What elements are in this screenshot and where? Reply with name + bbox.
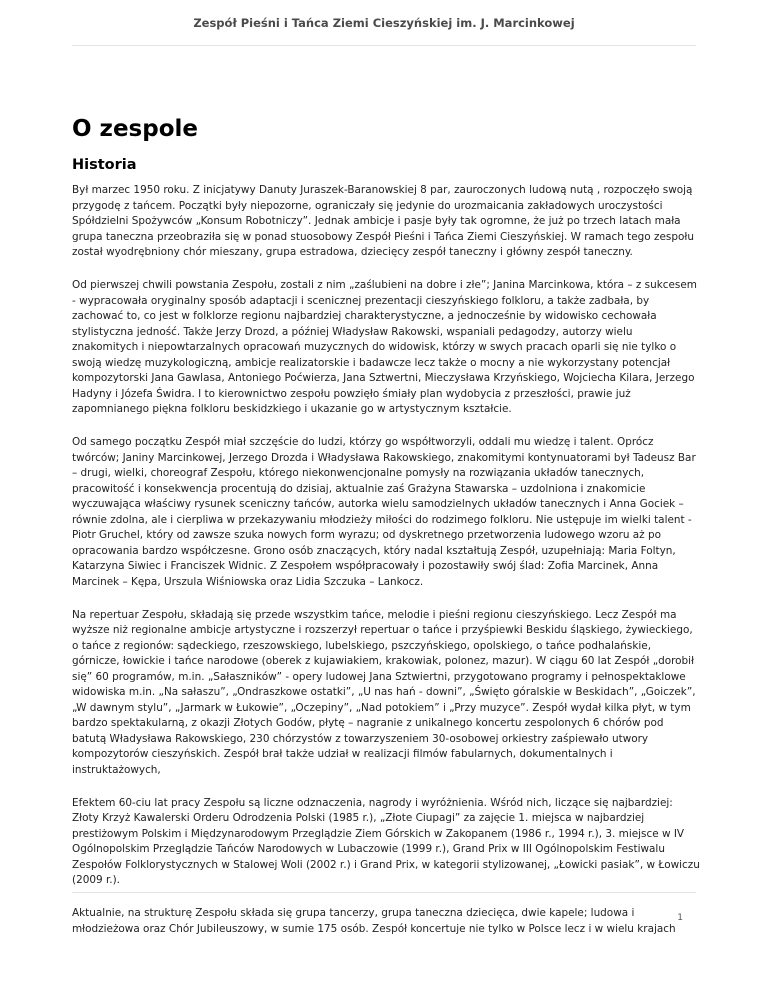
paragraph-2: Od pierwszej chwili powstania Zespołu, zostali z nim „zaślubieni na dobre i złe”; Janina Marcinkowa, która – z sukcesem - wypracowała oryginalny sposób adaptacji i scenicznej prezentacji cieszyńskiego folkloru, a także zadbała, by zachować to, co jest w folklorze regionu najbardziej charakterystyczne, a jednocześnie by widowisko cechowała stylistyczna jedność. Także Jerzy Drozd, a później Władysław Rakowski, wspaniali pedagodzy, autorzy wielu znakomitych i niepowtarzalnych opracowań muzycznych do widowisk, którzy w swych pracach oparli się nie tylko o swoją wiedzę muzykologiczną, ambicje realizatorskie i badawcze lecz także o mocny a nie wykorzystany potencjał kompozytorski Jana Gawlasa, Antoniego Poćwierza, Jana Sztwertni, Mieczysława Krzyńskiego, Wojciecha Kilara, Jerzego Hadyny i Józefa Świdra. I to kierownictwo zespołu powzięło śmiały plan wydobycia z przeszłości, prawie już zapomnianego piękna folkloru beskidzkiego i ukazanie go w artystycznym kształcie. [72,279,697,415]
header-divider [72,45,696,46]
page-number: 1 [677,913,683,923]
running-header: Zespół Pieśni i Tańca Ziemi Cieszyńskiej im. J. Marcinkowej [193,16,575,30]
section-heading-history: Historia [72,157,137,173]
paragraph-1: Był marzec 1950 roku. Z inicjatywy Danuty Juraszek-Baranowskiej 8 par, zauroczonych ludową nutą , rozpoczęło swoją przygodę z tańcem. Początki były niepozorne, ograniczały się jedynie do urozmaicania zakładowych uroczystości Spółdzielni Spożywców „Konsum Robotniczy”. Jednak ambicje i pasje były tak ogromne, że już po trzech latach mała grupa taneczna przeobraziła się w ponad stuosobowy Zespół Pieśni i Tańca Ziemi Cieszyńskiej. W ramach tego zespołu został wyodrębniony chór mieszany, grupa estradowa, dziecięcy zespół taneczny i główny zespół taneczny. [72,184,694,258]
footer-divider [72,892,696,893]
page-title: O zespole [72,116,198,142]
document-body [72,116,700,955]
paragraph-3: Od samego początku Zespół miał szczęście do ludzi, którzy go współtworzyli, oddali mu wiedzę i talent. Oprócz twórców; Janiny Marcinkowej, Jerzego Drozda i Władysława Rakowskiego, znakomitymi kontynuatorami był Tadeusz Bar – drugi, wielki, choreograf Zespołu, którego niekonwencjonalne pomysły na rozwiązania układów tanecznych, pracowitość i konsekwencja procentują do dzisiaj, aktualnie zaś Grażyna Stawarska – uzdolniona i znakomicie wyczuwająca właściwy rysunek sceniczny tańców, autorka wielu samodzielnych układów tanecznych i Anna Gociek – równie zdolna, ale i cierpliwa w przekazywaniu młodzieży miłości do rodzimego folkloru. Nie ustępuje im wielki talent - Piotr Gruchel, który od zawsze szuka nowych form wyrazu; od dyskretnego przetworzenia ludowego wzoru aż po opracowania bardzo współczesne. Grono osób znaczących, który nadal kształtują Zespół, uzupełniają: Maria Foltyn, Katarzyna Siwiec i Franciszek Widnic. Z Zespołem współpracowały i pozostawiły swój ślad: Zofia Marcinek, Anna Marcinek – Kępa, Urszula Wiśniowska oraz Lidia Szczuka – Lankocz. [72,436,696,588]
paragraph-4: Na repertuar Zespołu, składają się przede wszystkim tańce, melodie i pieśni regionu cieszyńskiego. Lecz Zespół ma wyższe niż regionalne ambicje artystyczne i rozszerzył repertuar o tańce i przyśpiewki Beskidu śląskiego, żywieckiego, o tańce z regionów: sądeckiego, rzeszowskiego, lubelskiego, pszczyńskiego, opolskiego, o tańce podhalańskie, górnicze, łowickie i tańce narodowe (oberek z kujawiakiem, krakowiak, polonez, mazur). W ciągu 60 lat Zespół „dorobił się” 60 programów, m.in. „Sałaszników” - opery ludowej Jana Sztwiertni, przygotowano programy i pełnospektaklowe widowiska m.in. „Na sałaszu”, „Ondraszkowe ostatki”, „U nas hań - downi”, „Święto góralskie w Beskidach”, „Goiczek”, „W dawnym stylu”, „Jarmark w Łukowie”, „Oczepiny”, „Nad potokiem” i „Przy muzyce”. Zespół wydał kilka płyt, w tym bardzo spektakularną, z okazji Złotych Godów, płytę – nagranie z unikalnego koncertu zespolonych 6 chórów pod batutą Władysława Rakowskiego, 230 chórzystów z towarzyszeniem 30-osobowej orkiestry zaśpiewało utwory kompozytorów cieszyńskich. Zespół brał także udział w realizacji filmów fabularnych, dokumentalnych i instruktażowych, [72,608,696,776]
paragraph-6: Aktualnie, na strukturę Zespołu składa się grupa tancerzy, grupa taneczna dziecięca, dwie kapele; ludowa i młodzieżowa oraz Chór Jubileuszowy, w sumie 175 osób. Zespół koncertuje nie tylko w Polsce lecz i w wielu krajach [72,907,676,935]
paragraph-5: Efektem 60-ciu lat pracy Zespołu są liczne odznaczenia, nagrody i wyróżnienia. Wśród nich, liczące się najbardziej: Złoty Krzyż Kawalerski Orderu Odrodzenia Polski (1985 r.), „Złote Ciupagi” za zajęcie 1. miejsca w najbardziej prestiżowym Polskim i Międzynarodowym Przeglądzie Ziem Górskich w Zakopanem (1986 r., 1994 r.), 3. miejsce w IV Ogólnopolskim Przeglądzie Tańców Narodowych w Lubaczowie (1999 r.), Grand Prix w III Ogólnopolskim Festiwalu Zespołów Folklorystycznych w Stalowej Woli (2002 r.) i Grand Prix, w kategorii stylizowanej, „Łowicki pasiak”, w Łowiczu (2009 r.). [72,796,700,886]
